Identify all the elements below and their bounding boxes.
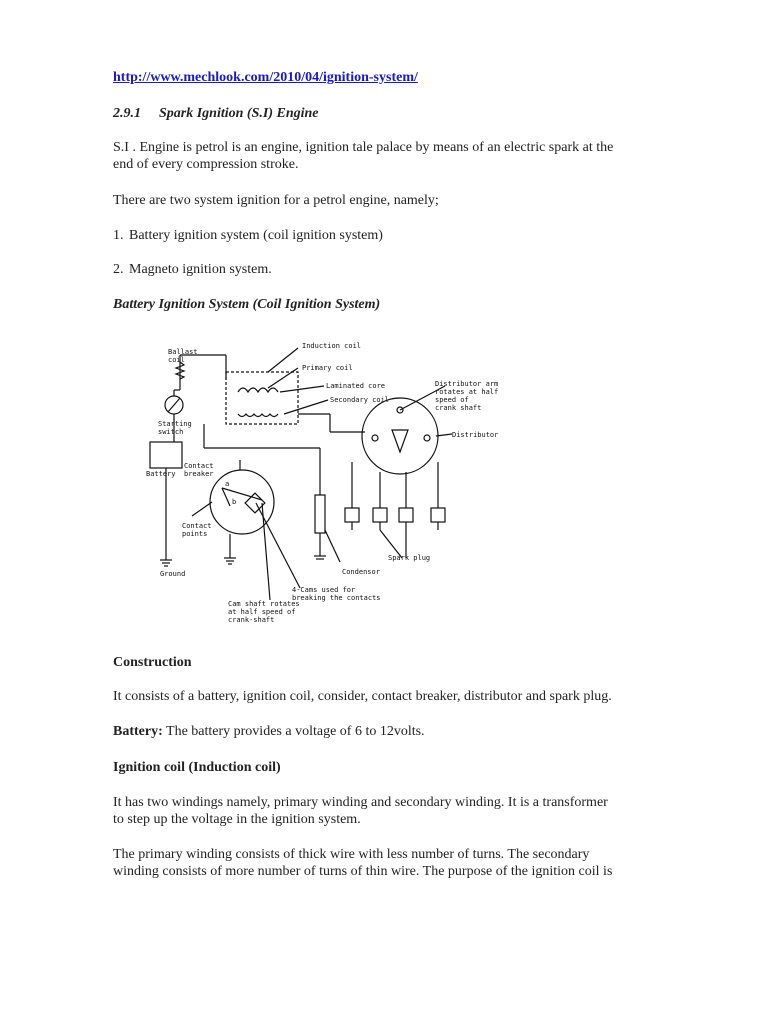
battery-text: The battery provides a voltage of 6 to 12volts. (162, 724, 425, 739)
ignition-circuit-diagram (140, 330, 499, 635)
intro-line-2: end of every compression stroke. (113, 157, 299, 172)
list-item (113, 227, 383, 244)
label-starting-switch-1: Starting (158, 420, 192, 428)
label-distributor-arm-4: crank shaft (435, 404, 482, 412)
label-distributor-arm-1: Distributor arm (435, 380, 499, 388)
label-contact-points-2: points (182, 530, 208, 538)
label-contact-points-1: Contact (182, 522, 212, 530)
label-distributor-arm-3: speed of (435, 396, 469, 404)
label-distributor-arm-2: rotates at half (435, 388, 499, 396)
section-heading (113, 105, 319, 122)
section-title: Spark Ignition (S.I) Engine (159, 106, 319, 121)
label-ground: Ground (160, 570, 186, 578)
source-link[interactable]: http://www.mechlook.com/2010/04/ignition-system/ (113, 70, 418, 85)
ignition-coil-p2-line-1: The primary winding consists of thick wire with less number of turns. The secondary (113, 847, 590, 862)
label-starting-switch-2: switch (158, 428, 184, 436)
label-spark-plug: Spark plug (388, 554, 431, 562)
label-camshaft-2: at half speed of (228, 608, 296, 616)
label-battery: Battery (146, 470, 176, 478)
label-ballast-coil-2: coil (168, 356, 185, 364)
section-number: 2.9.1 (113, 106, 141, 121)
label-ballast-coil-1: Ballast (168, 348, 198, 356)
two-systems-text: There are two system ignition for a petrol engine, namely; (113, 193, 439, 208)
battery-label: Battery: (113, 724, 163, 739)
construction-heading: Construction (113, 655, 192, 670)
intro-line-1: S.I . Engine is petrol is an engine, ignition tale palace by means of an electric spark at the (113, 140, 614, 155)
list-text: Magneto ignition system. (129, 262, 272, 277)
label-condensor: Condensor (342, 568, 380, 576)
label-secondary-coil: Secondary coil (330, 396, 390, 404)
ignition-coil-p1-line-1: It has two windings namely, primary winding and secondary winding. It is a transformer (113, 795, 608, 810)
label-distributor: Distributor (452, 431, 499, 439)
label-primary-coil: Primary coil (302, 364, 353, 372)
label-camshaft-1: Cam shaft rotates (228, 600, 300, 608)
list-number: 2. (113, 262, 124, 277)
ignition-coil-heading: Ignition coil (Induction coil) (113, 760, 281, 775)
construction-text: It consists of a battery, ignition coil, consider, contact breaker, distributor and spark plug. (113, 689, 612, 704)
list-text: Battery ignition system (coil ignition system) (129, 228, 383, 243)
label-laminated-core: Laminated core (326, 382, 386, 390)
list-item (113, 261, 272, 278)
label-b: b (232, 498, 237, 506)
label-contact-breaker-1: Contact (184, 462, 214, 470)
battery-ignition-heading: Battery Ignition System (Coil Ignition System) (113, 297, 381, 312)
list-number: 1. (113, 228, 124, 243)
label-a: a (225, 480, 230, 488)
label-induction-coil: Induction coil (302, 342, 362, 350)
label-cams-1: 4-Cams used for (292, 586, 356, 594)
ignition-coil-p2-line-2: winding consists of more number of turns of thin wire. The purpose of the ignition coil is (113, 864, 613, 879)
label-camshaft-3: crank-shaft (228, 616, 275, 624)
battery-paragraph (113, 723, 425, 740)
label-cams-2: breaking the contacts (292, 594, 381, 602)
ignition-coil-p1-line-2: to step up the voltage in the ignition system. (113, 812, 361, 827)
label-contact-breaker-2: breaker (184, 470, 214, 478)
